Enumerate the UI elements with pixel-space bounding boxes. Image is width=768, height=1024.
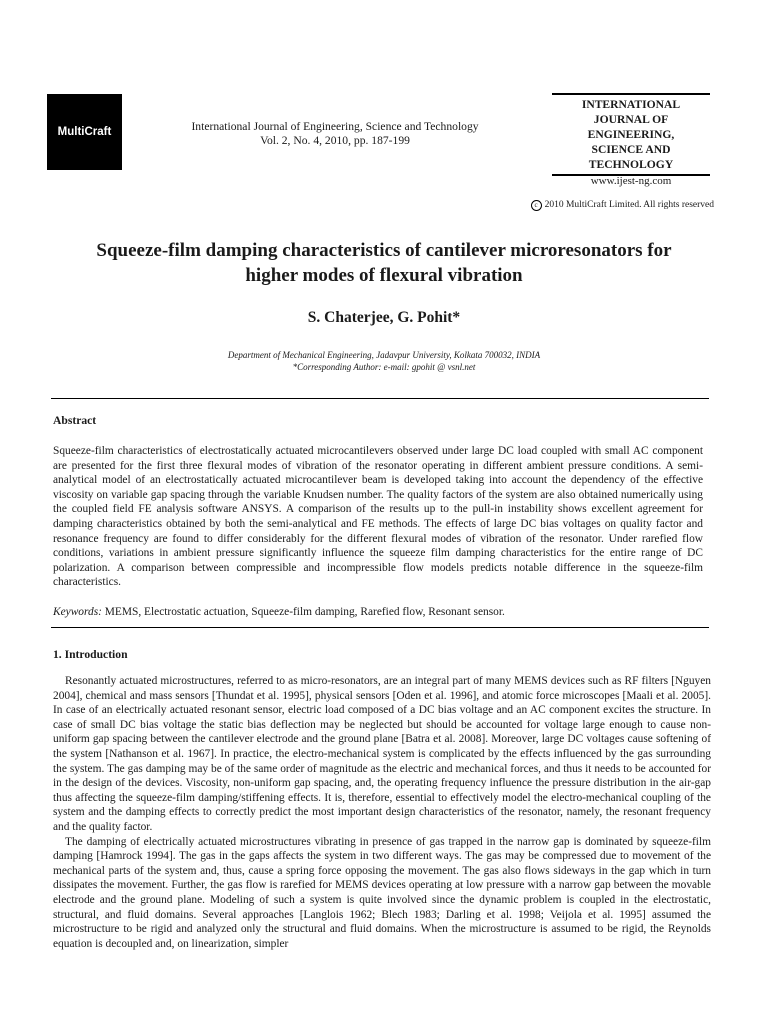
divider-top [51, 398, 709, 399]
abstract-text: Squeeze-film characteristics of electrostatically actuated microcantilevers observed under large DC load coupled with small AC component are presented for the first three flexural modes of vibration of the resonator operating in different ambient pressure conditions. A semi-analytical model of an electrostatically actuated microcantilever beam is developed taking into account the dependency of the effective viscosity on variable gap spacing through the variable Knudsen number. The quality factors of the system are also obtained numerically using the coupled field FE analysis software ANSYS. A comparison of the results up to the pull-in instability shows excellent agreement for damping characteristics obtained by both the semi-analytical and FE methods. The effects of large DC bias voltages on quality factor and resonance frequency are found to differ considerably for the different flexural modes of vibration of the resonator. Under rarefied flow conditions, variations in ambient pressure significantly influence the squeeze film damping characteristics for the entire range of DC polarization. A comparison between compressible and incompressible flow models predicts notable difference in the squeeze-film characteristics. [53, 445, 703, 589]
title-line-1: Squeeze-film damping characteristics of cantilever microresonators for [96, 240, 672, 261]
ijest-line-1: INTERNATIONAL [581, 98, 681, 111]
authors: S. Chaterjee, G. Pohit* [307, 309, 461, 326]
multicraft-logo [47, 94, 122, 170]
introduction-body [53, 674, 711, 951]
ijest-line-2: JOURNAL OF [593, 113, 669, 126]
introduction-paragraph-2: The damping of electrically actuated microstructures vibrating in presence of gas trapped in the narrow gap is dominated by squeeze-film damping [Hamrock 1994]. The gas in the gaps affects the system in two different ways. The gas may be compressed due to movement of the mechanical parts of the system and, thus, cause a spring force opposing the movement. The gas also flows sideways in the gap which in turn dissipates the movement. Further, the gas flow is rarefied for MEMS devices operating at low pressure with a narrow gap between the movable electrode and the ground plane. Modeling of such a system is quite involved since the dynamic problem is coupled in the electrostatic, structural, and fluid domains. Several approaches [Langlois 1962; Blech 1983; Darling et al. 1998; Veijola et al. 1995] assumed the microstructure to be rigid and analyzed only the structural and fluid domains. When the microstructure is assumed to be rigid, the Reynolds equation is decoupled and, on linearization, simpler [53, 835, 711, 950]
corresponding-author: *Corresponding Author: e-mail: gpohit @ vsnl.net [292, 362, 476, 372]
copyright-text: 2010 MultiCraft Limited. All rights reserved [544, 200, 714, 210]
introduction-heading: 1. Introduction [53, 648, 128, 661]
journal-name: International Journal of Engineering, Science and Technology [191, 120, 479, 133]
keywords-text: MEMS, Electrostatic actuation, Squeeze-film damping, Rarefied flow, Resonant sensor. [101, 606, 505, 618]
copyright-notice [400, 200, 714, 211]
journal-volume: Vol. 2, No. 4, 2010, pp. 187-199 [260, 134, 410, 147]
ijest-line-3: ENGINEERING, [587, 128, 675, 141]
keywords-label: Keywords: [53, 606, 102, 618]
divider-bottom [51, 627, 709, 628]
copyright-icon: c [531, 200, 542, 211]
abstract-heading: Abstract [53, 414, 97, 427]
journal-url[interactable]: www.ijest-ng.com [590, 175, 672, 187]
title-line-2: higher modes of flexural vibration [245, 265, 523, 286]
ijest-line-5: TECHNOLOGY [588, 158, 674, 171]
introduction-paragraph-1: Resonantly actuated microstructures, referred to as micro-resonators, are an integral part of many MEMS devices such as RF filters [Nguyen 2004], chemical and mass sensors [Thundat et al. 1995], physical sensors [Oden et al. 1996], and atomic force microscopes [Maali et al. 2005]. In case of an electrically actuated resonant sensor, electric load composed of a DC bias voltage and an AC component excites the structure. In case of small DC bias voltage the static bias deflection may be neglected but should be accounted for voltage large enough to cause non-uniform gap spacing between the cantilever electrode and the ground plane [Batra et al. 2008]. Moreover, large DC voltages cause softening of the system [Nathanson et al. 1967]. In practice, the electro-mechanical system is complicated by the effects influenced by the gas surrounding the system. The gas damping may be of the same order of magnitude as the electric and mechanical forces, and thus it needs to be accounted for in the design of the devices. Viscosity, non-uniform gap spacing, and, the operating frequency influence the pressure distribution in the air-gap thus affecting the squeeze-film damping/stiffening effects. It is, therefore, essential to effectively model the electro-mechanical coupling of the system and the damping effects to correctly predict the most important design characteristics of the resonator, namely, the resonant frequency and the quality factor. [53, 675, 711, 833]
affiliation [50, 349, 718, 373]
affiliation-line: Department of Mechanical Engineering, Jadavpur University, Kolkata 700032, INDIA [227, 350, 541, 360]
logo-text: MultiCraft [57, 126, 112, 138]
ijest-masthead [552, 93, 710, 176]
keywords [53, 606, 713, 618]
paper-title [50, 238, 718, 288]
journal-citation [160, 120, 510, 148]
ijest-line-4: SCIENCE AND [591, 143, 671, 156]
